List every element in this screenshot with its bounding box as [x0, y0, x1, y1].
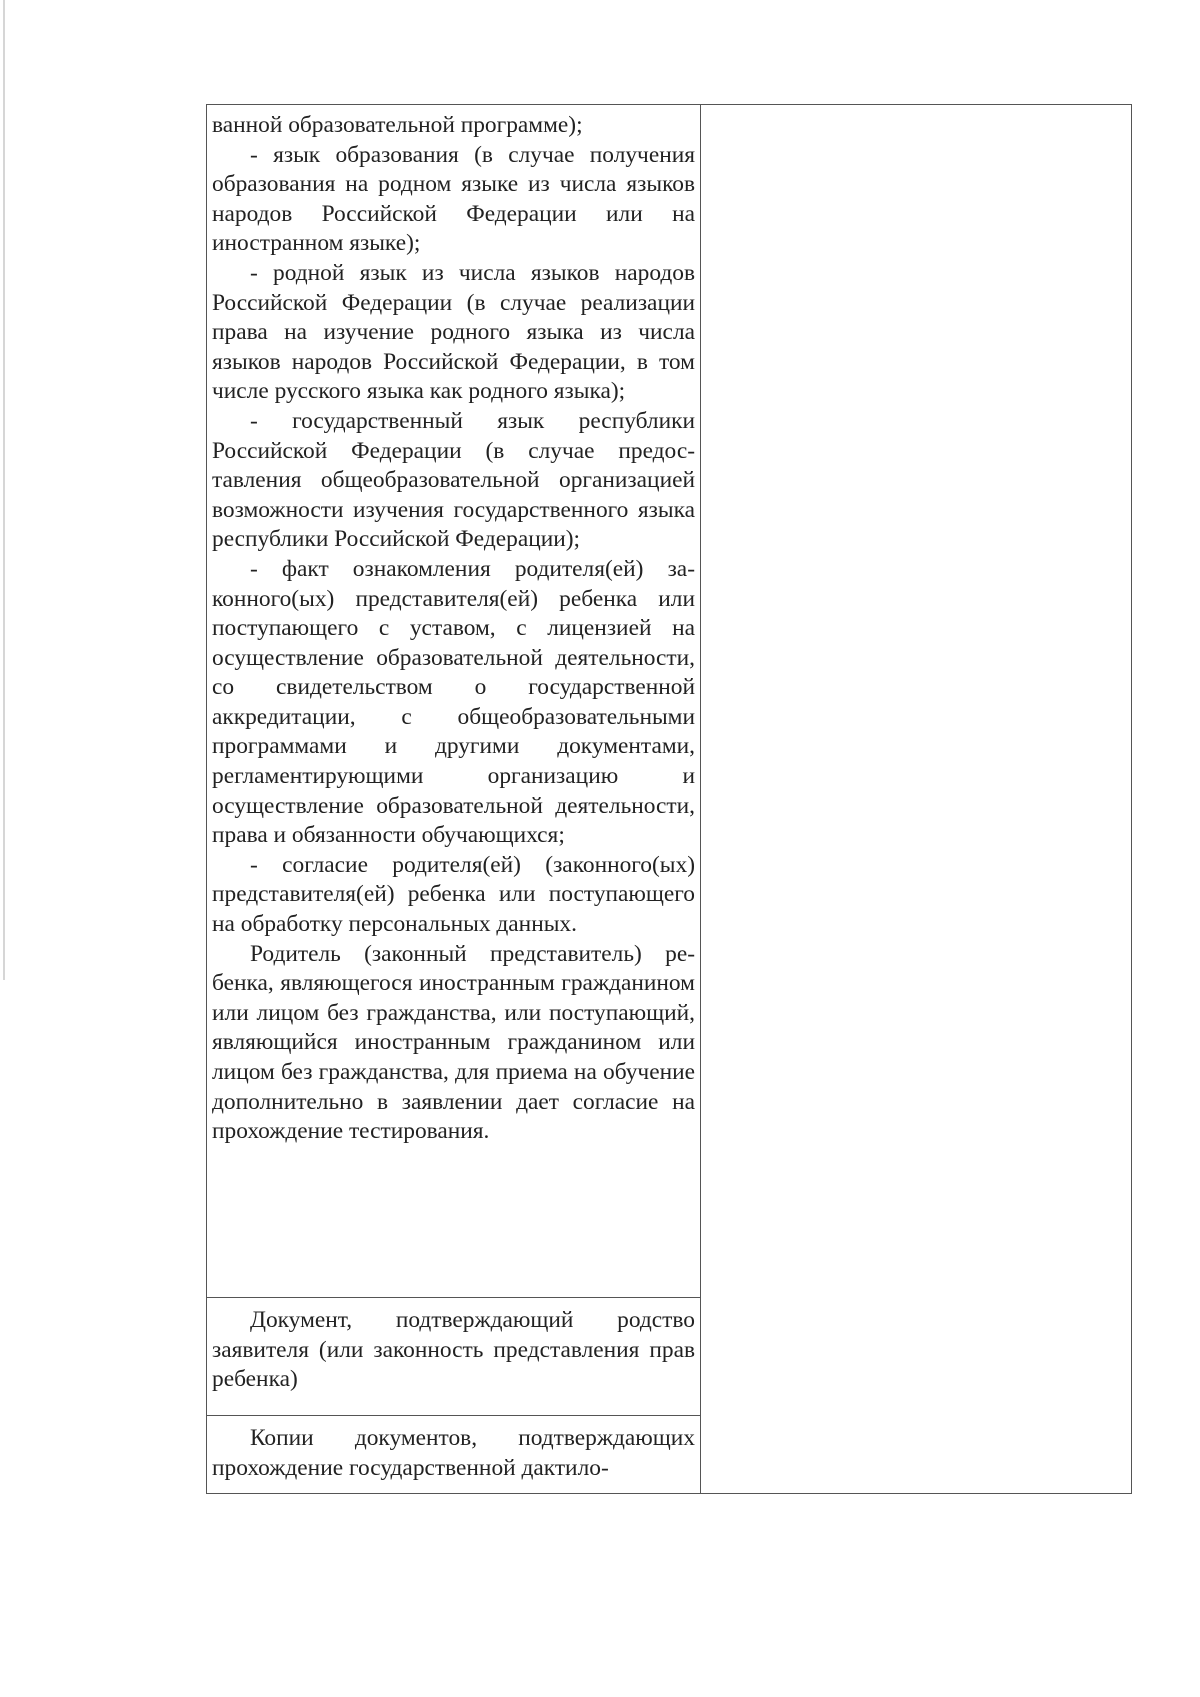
table-cell-dactyloscopy-copies: [207, 1415, 700, 1495]
paragraph-acquaintance-fact: - факт ознакомления родителя(ей) законного(ых) представителя(ей) ребенка или поступающего с уставом, с лицензией на осуществление образовательной деятельности, со свидетельством о государственной аккредитации, с общеобразовательными программами и другими документами, регламентирующими организацию и осуществление образовательной деятельности, права и обязанности обучающихся;: [212, 555, 695, 849]
paragraph-state-language: - государственный язык республики Российской Федерации (в случае предоставления общеобразовательной организацией возможности изучения государственного языка республики Российской Федерации);: [212, 407, 695, 553]
paragraph-personal-data-consent: - согласие родителя(ей) (законного(ых) представителя(ей) ребенка или поступающего на обработку персональных данных.: [212, 851, 695, 938]
paragraph-dactyloscopy-copies: Копии документов, подтверждающих прохождение государственной дактило-: [212, 1425, 695, 1481]
paragraph-foreign-citizen-testing: Родитель (законный представитель) ребенка, являющегося иностранным гражданином или лицом без гражданства, или поступающий, являющийся иностранным гражданином или лицом без гражданства, для приема на обучение дополнительно в заявлении дает согласие на прохождение тестирования.: [212, 940, 695, 1145]
table-cell-kinship-document: [207, 1297, 700, 1415]
table-left-column: [207, 105, 701, 1493]
table-right-column: [701, 105, 1131, 1493]
paragraph-education-language: - язык образования (в случае получения образования на родном языке из числа языков народов Российской Федерации или на иностранном языке);: [212, 141, 695, 257]
scan-edge-line: [3, 0, 5, 980]
document-table: [206, 104, 1132, 1494]
paragraph-continuation: ванной образовательной программе);: [212, 112, 583, 138]
table-cell-requirements: [207, 105, 700, 1297]
paragraph-kinship-document: Документ, подтверждающий родство заявителя (или законность представления прав ребенка): [212, 1307, 695, 1393]
paragraph-native-language: - родной язык из числа языков народов Российской Федерации (в случае реализации права на изучение родного языка из числа языков народов Российской Федерации, в том числе русского языка как родного языка);: [212, 259, 695, 405]
